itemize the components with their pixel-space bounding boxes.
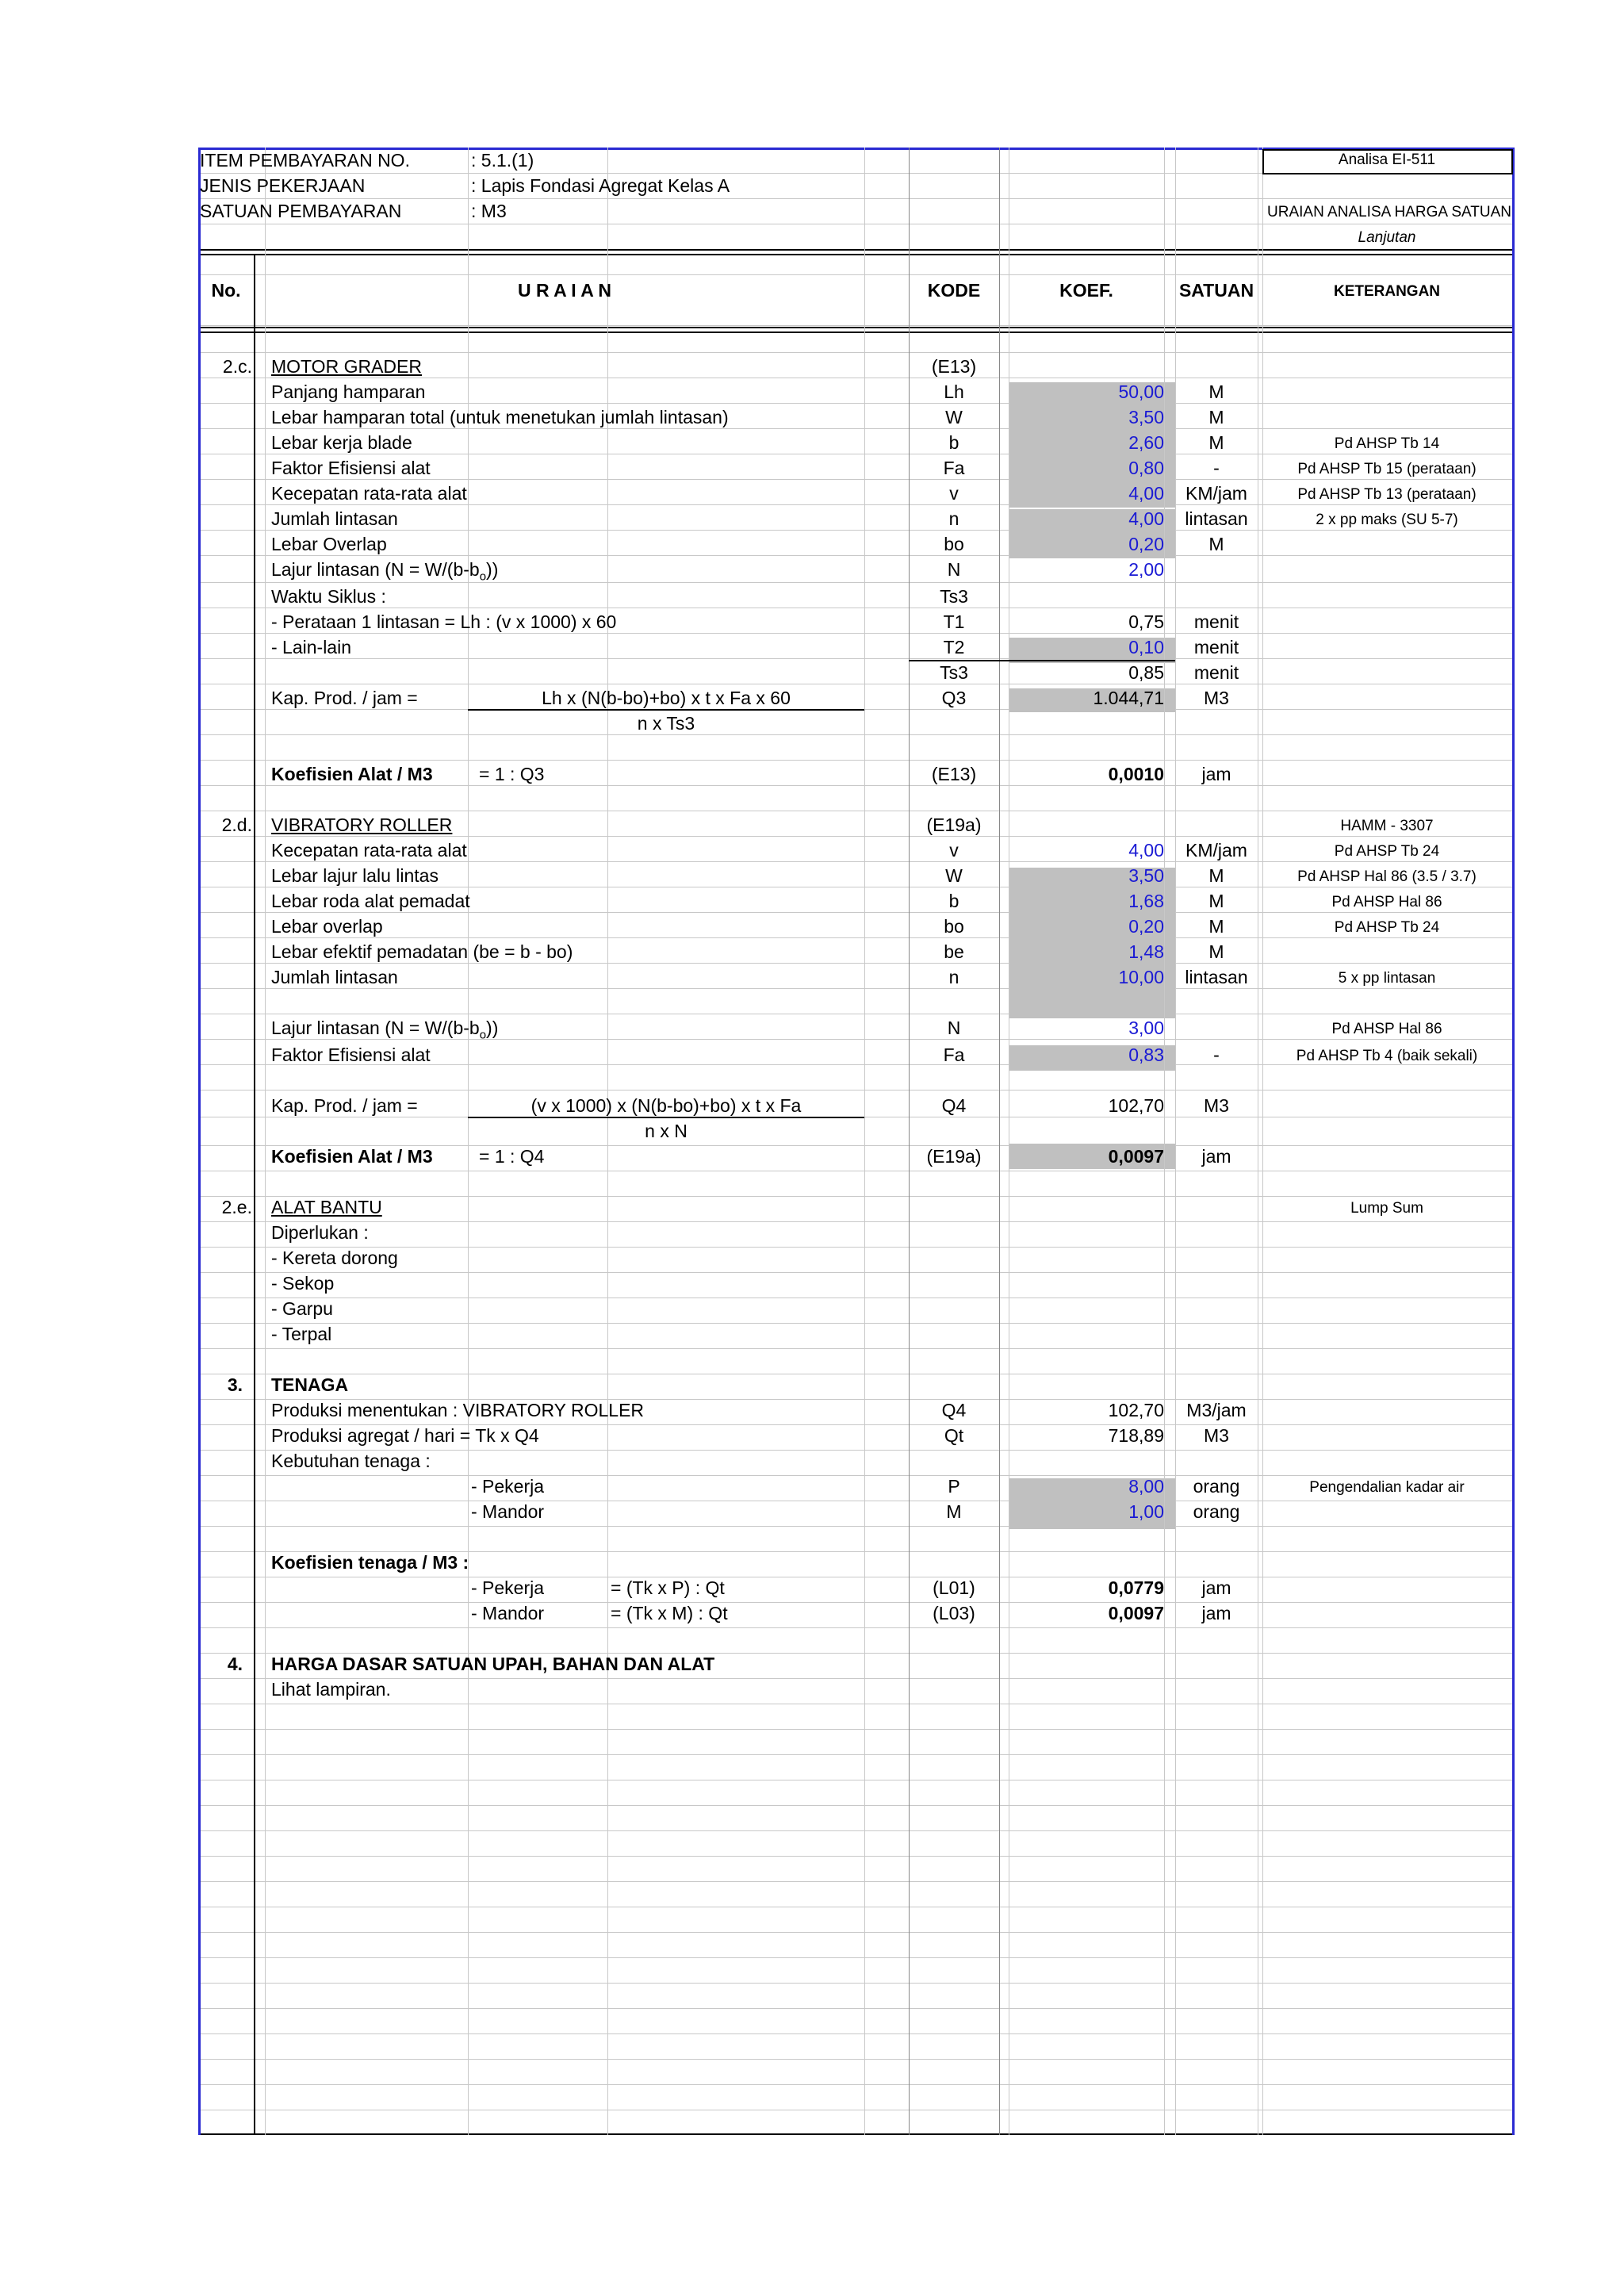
tenaga-prod-koef: 102,70: [1108, 1400, 1164, 1420]
tenaga-pekerja-ket: Pengendalian kadar air: [1309, 1479, 1465, 1496]
mg-kap-denominator: n x Ts3: [637, 713, 695, 734]
vr-row-koef: 0,20: [1128, 916, 1164, 937]
col-keterangan: KETERANGAN: [1333, 283, 1441, 300]
mg-waktu-label: Waktu Siklus :: [271, 586, 386, 607]
vr-row-koef: 3,50: [1128, 865, 1164, 886]
vr-row-satuan: M: [1208, 941, 1224, 962]
tenaga-agregat-kode: Qt: [944, 1425, 964, 1446]
vr-row-kode: b: [948, 891, 959, 911]
ab-item: - Sekop: [271, 1273, 335, 1294]
vr-row-label: Kecepatan rata-rata alat: [271, 840, 467, 861]
vr-kap-numerator: (v x 1000) x (N(b-bo)+bo) x t x Fa: [530, 1095, 802, 1116]
mg-koef-formula: = 1 : Q3: [479, 764, 545, 784]
mg-row-koef: 0,20: [1128, 534, 1164, 554]
mg-row-satuan: -: [1213, 458, 1220, 478]
harga-note: Lihat lampiran.: [271, 1679, 391, 1700]
tenaga-kebutuhan-label: Kebutuhan tenaga :: [271, 1451, 431, 1471]
mg-kap-koef: 1.044,71: [1093, 688, 1164, 708]
mg-row-kode: b: [948, 432, 959, 453]
ab-title: ALAT BANTU: [271, 1197, 382, 1217]
tenaga-koef-pekerja-label: - Pekerja: [471, 1577, 545, 1598]
mg-row-label: Panjang hamparan: [271, 381, 426, 402]
tenaga-agregat-koef: 718,89: [1108, 1425, 1164, 1446]
tenaga-agregat-label: Produksi agregat / hari = Tk x Q4: [271, 1425, 539, 1446]
mg-t2-label: - Lain-lain: [271, 637, 351, 657]
jenis-pekerjaan-label: JENIS PEKERJAAN: [200, 175, 366, 196]
tenaga-prod-satuan: M3/jam: [1186, 1400, 1247, 1420]
mg-waktu-kode: Ts3: [940, 586, 968, 607]
vr-row-satuan: M: [1208, 891, 1224, 911]
vr-kap-denominator: n x N: [645, 1121, 688, 1141]
mg-t2-kode: T2: [943, 637, 965, 657]
sheet-left-border: [198, 148, 201, 2135]
vr-lajur-label: Lajur lintasan $(N = W/(b-b_o))$: [271, 1018, 499, 1042]
mg-row-kode: bo: [944, 534, 964, 554]
jenis-pekerjaan-value: : Lapis Fondasi Agregat Kelas A: [471, 175, 730, 196]
vr-kap-kode: Q4: [941, 1095, 967, 1116]
tenaga-koef-pekerja-satuan: jam: [1201, 1577, 1231, 1598]
mg-row-label: Faktor Efisiensi alat: [271, 458, 431, 478]
harga-title: HARGA DASAR SATUAN UPAH, BAHAN DAN ALAT: [271, 1654, 715, 1674]
mg-row-satuan: KM/jam: [1185, 483, 1247, 504]
vr-row-kode: v: [949, 840, 959, 861]
vr-row-kode: be: [944, 941, 964, 962]
mg-row-ket: Pd AHSP Tb 13 (perataan): [1297, 486, 1477, 503]
mg-row-label: Jumlah lintasan: [271, 508, 398, 529]
vr-lajur-ket: Pd AHSP Hal 86: [1331, 1021, 1442, 1037]
vr-code: (E19a): [926, 815, 982, 835]
sheet-right-border: [1512, 148, 1515, 2135]
vr-fa-kode: Fa: [943, 1045, 965, 1065]
tenaga-mandor-label: - Mandor: [471, 1501, 545, 1522]
mg-row-kode: W: [945, 407, 963, 427]
vr-fa-label: Faktor Efisiensi alat: [271, 1045, 431, 1065]
mg-row-label: Lebar hamparan total (untuk menetukan jumlah lintasan): [271, 407, 729, 427]
mg-row-koef: 0,80: [1128, 458, 1164, 478]
tenaga-koef-mandor-formula: = (Tk x M) : Qt: [611, 1603, 728, 1623]
tenaga-prod-label: Produksi menentukan : VIBRATORY ROLLER: [271, 1400, 645, 1420]
vr-row-label: Lebar overlap: [271, 916, 383, 937]
vr-row-koef: 1,68: [1128, 891, 1164, 911]
item-pembayaran-label: ITEM PEMBAYARAN NO.: [200, 150, 410, 171]
analisa-code: Analisa EI-511: [1338, 151, 1436, 168]
vr-row-satuan: lintasan: [1185, 967, 1248, 987]
tenaga-koef-mandor-label: - Mandor: [471, 1603, 545, 1623]
mg-row-kode: n: [948, 508, 959, 529]
mg-lajur-koef: 2,00: [1128, 559, 1164, 580]
mg-lajur-label: Lajur lintasan $(N = W/(b-b_o))$: [271, 559, 499, 584]
vr-row-label: Lebar lajur lalu lintas: [271, 865, 439, 886]
tenaga-title: TENAGA: [271, 1374, 349, 1395]
mg-row-kode: Fa: [943, 458, 965, 478]
vr-koef-satuan: jam: [1201, 1146, 1231, 1167]
mg-koef-label: Koefisien Alat / M3: [271, 764, 433, 784]
ab-ket: Lump Sum: [1350, 1200, 1423, 1217]
satuan-pembayaran-value: : M3: [471, 201, 507, 221]
vr-lajur-koef: 3,00: [1128, 1018, 1164, 1038]
col-uraian: U R A I A N: [518, 280, 611, 301]
vr-row-kode: W: [945, 865, 963, 886]
vr-no: 2.d.: [221, 815, 252, 835]
col-koef: KOEF.: [1059, 280, 1113, 301]
mg-koef-kode: (E13): [931, 764, 977, 784]
item-pembayaran-value: : 5.1.(1): [471, 150, 534, 171]
vr-kap-koef: 102,70: [1108, 1095, 1164, 1116]
mg-lajur-kode: N: [947, 559, 961, 580]
ab-no: 2.e.: [221, 1197, 252, 1217]
mg-row-label: Kecepatan rata-rata alat: [271, 483, 467, 504]
tenaga-prod-kode: Q4: [941, 1400, 967, 1420]
vr-row-label: Lebar efektif pemadatan (be = b - bo): [271, 941, 573, 962]
uraian-analisa-title: URAIAN ANALISA HARGA SATUAN: [1267, 204, 1511, 220]
tenaga-koef-mandor-value: 0,0097: [1108, 1603, 1164, 1623]
ab-item: - Kereta dorong: [271, 1248, 398, 1268]
mg-row-satuan: M: [1208, 432, 1224, 453]
mg-row-ket: Pd AHSP Tb 15 (perataan): [1297, 461, 1477, 477]
vr-koef-formula: = 1 : Q4: [479, 1146, 545, 1167]
tenaga-koef-mandor-kode: (L03): [933, 1603, 975, 1623]
mg-kap-numerator: Lh x (N(b-bo)+bo) x t x Fa x 60: [542, 688, 791, 708]
analysis-sheet: [198, 148, 1515, 2135]
tenaga-pekerja-label: - Pekerja: [471, 1476, 545, 1497]
vr-row-ket: Pd AHSP Tb 24: [1334, 843, 1440, 860]
tenaga-koef-pekerja-formula: = (Tk x P) : Qt: [611, 1577, 725, 1598]
mg-t1-satuan: menit: [1193, 611, 1239, 632]
tenaga-pekerja-kode: P: [948, 1476, 960, 1497]
vr-row-label: Lebar roda alat pemadat: [271, 891, 470, 911]
mg-t1-label: - Perataan 1 lintasan = Lh : (v x 1000) x 60: [271, 611, 617, 632]
vr-title: VIBRATORY ROLLER: [271, 815, 453, 835]
vr-row-kode: n: [948, 967, 959, 987]
vr-row-satuan: M: [1208, 865, 1224, 886]
tenaga-agregat-satuan: M3: [1204, 1425, 1229, 1446]
vr-koef-value: 0,0097: [1108, 1146, 1164, 1167]
mg-row-satuan: M: [1208, 381, 1224, 402]
vr-row-ket: Pd AHSP Hal 86 (3.5 / 3.7): [1297, 868, 1477, 885]
mg-ts3-koef: 0,85: [1128, 662, 1164, 683]
vr-row-label: Jumlah lintasan: [271, 967, 398, 987]
mg-koef-value: 0,0010: [1108, 764, 1164, 784]
mg-code: (E13): [931, 356, 977, 377]
vr-koef-kode: (E19a): [926, 1146, 982, 1167]
vr-row-kode: bo: [944, 916, 964, 937]
harga-no: 4.: [227, 1654, 243, 1674]
mg-t1-kode: T1: [943, 611, 965, 632]
tenaga-mandor-kode: M: [946, 1501, 962, 1522]
vr-ket-title: HAMM - 3307: [1340, 818, 1434, 834]
ab-item: - Terpal: [271, 1324, 332, 1344]
mg-row-kode: Lh: [944, 381, 964, 402]
mg-t1-koef: 0,75: [1128, 611, 1164, 632]
mg-row-koef: 4,00: [1128, 508, 1164, 529]
mg-row-kode: v: [949, 483, 959, 504]
tenaga-mandor-satuan: orang: [1193, 1501, 1240, 1522]
mg-title: MOTOR GRADER: [271, 356, 422, 377]
vr-row-satuan: KM/jam: [1185, 840, 1247, 861]
vr-koef-label: Koefisien Alat / M3: [271, 1146, 433, 1167]
mg-kap-satuan: M3: [1204, 688, 1229, 708]
mg-row-koef: 4,00: [1128, 483, 1164, 504]
mg-row-koef: 2,60: [1128, 432, 1164, 453]
tenaga-mandor-koef: 1,00: [1128, 1501, 1164, 1522]
mg-kap-kode: Q3: [941, 688, 967, 708]
tenaga-koef-pekerja-value: 0,0779: [1108, 1577, 1164, 1598]
vr-kap-satuan: M3: [1204, 1095, 1229, 1116]
tenaga-pekerja-koef: 8,00: [1128, 1476, 1164, 1497]
mg-row-ket: Pd AHSP Tb 14: [1334, 435, 1440, 452]
mg-row-label: Lebar kerja blade: [271, 432, 412, 453]
vr-fa-ket: Pd AHSP Tb 4 (baik sekali): [1296, 1048, 1478, 1064]
vr-row-koef: 10,00: [1118, 967, 1164, 987]
lanjutan-label: Lanjutan: [1358, 229, 1416, 246]
satuan-pembayaran-label: SATUAN PEMBAYARAN: [200, 201, 402, 221]
mg-koef-satuan: jam: [1201, 764, 1231, 784]
mg-t2-satuan: menit: [1193, 637, 1239, 657]
vr-fa-koef: 0,83: [1128, 1045, 1164, 1065]
mg-ts3-kode: Ts3: [940, 662, 968, 683]
vr-lajur-kode: N: [947, 1018, 961, 1038]
vr-fa-satuan: -: [1213, 1045, 1220, 1065]
tenaga-koef-mandor-satuan: jam: [1201, 1603, 1231, 1623]
vr-row-ket: 5 x pp lintasan: [1338, 970, 1436, 987]
col-no: No.: [211, 280, 241, 301]
vr-row-ket: Pd AHSP Hal 86: [1331, 894, 1442, 910]
mg-row-koef: 50,00: [1118, 381, 1164, 402]
mg-row-koef: 3,50: [1128, 407, 1164, 427]
tenaga-koef-pekerja-kode: (L01): [933, 1577, 975, 1598]
mg-row-satuan: M: [1208, 407, 1224, 427]
vr-kap-label: Kap. Prod. / jam =: [271, 1095, 418, 1116]
col-satuan: SATUAN: [1178, 280, 1254, 301]
vr-row-koef: 1,48: [1128, 941, 1164, 962]
mg-t2-koef: 0,10: [1128, 637, 1164, 657]
tenaga-pekerja-satuan: orang: [1193, 1476, 1240, 1497]
mg-no: 2.c.: [222, 356, 252, 377]
vr-row-koef: 4,00: [1128, 840, 1164, 861]
mg-ts3-satuan: menit: [1193, 662, 1239, 683]
mg-row-ket: 2 x pp maks (SU 5-7): [1316, 512, 1458, 528]
sheet-bottom-border: [198, 2133, 1515, 2135]
tenaga-no: 3.: [227, 1374, 243, 1395]
mg-kap-label: Kap. Prod. / jam =: [271, 688, 418, 708]
col-kode: KODE: [927, 280, 981, 301]
vr-row-ket: Pd AHSP Tb 24: [1334, 919, 1440, 936]
ab-item: Diperlukan :: [271, 1222, 369, 1243]
tenaga-koef-label: Koefisien tenaga / M3 :: [271, 1552, 469, 1573]
mg-row-satuan: M: [1208, 534, 1224, 554]
vr-row-satuan: M: [1208, 916, 1224, 937]
ab-item: - Garpu: [271, 1298, 333, 1319]
mg-row-satuan: lintasan: [1185, 508, 1248, 529]
mg-row-label: Lebar Overlap: [271, 534, 387, 554]
